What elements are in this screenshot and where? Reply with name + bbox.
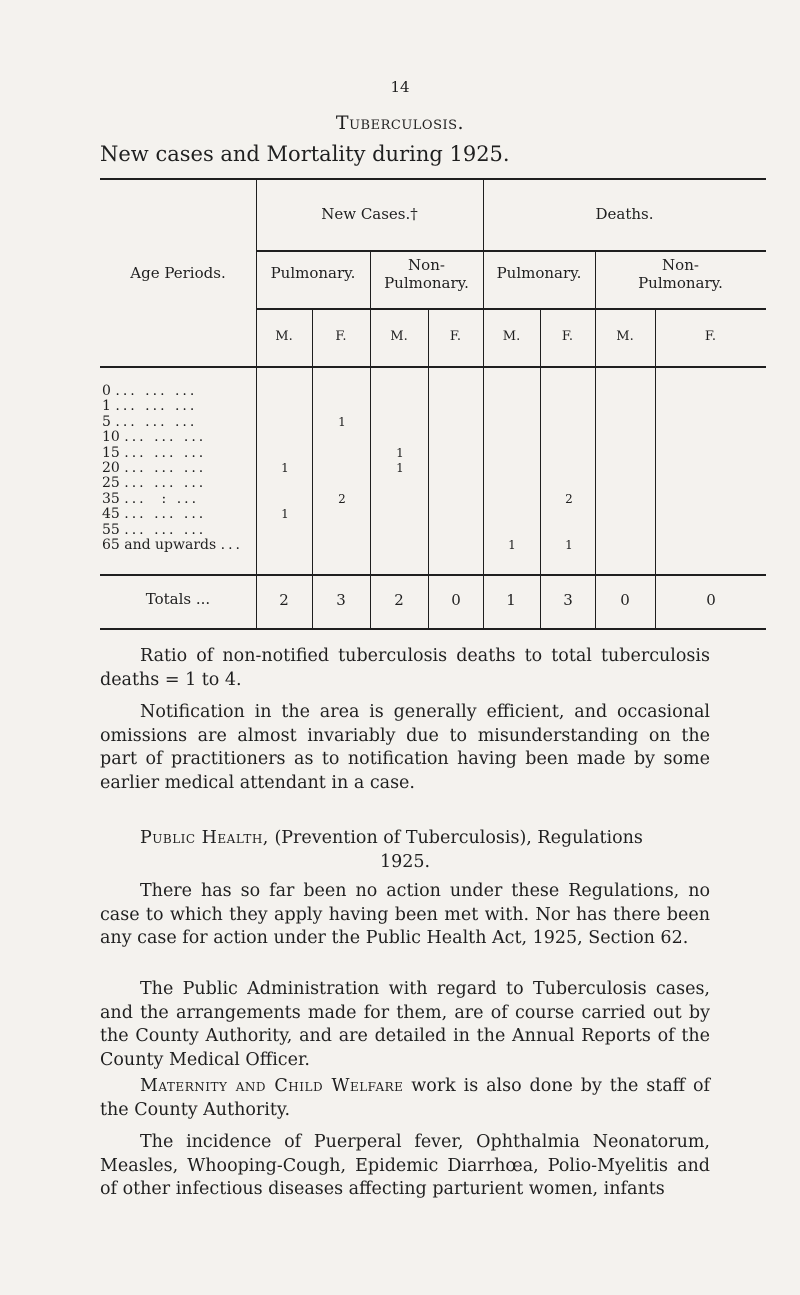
age-row: 55 ... ... ... (102, 521, 207, 538)
nc-nonpul-m-age-10: 1 (396, 461, 404, 475)
d-pul-f-age-45: 1 (565, 538, 573, 552)
d-pul-f-header: F. (561, 329, 574, 344)
d-pulmonary-header: Pulmonary. (496, 264, 582, 282)
nc-pul-f-age-1: 1 (338, 415, 346, 429)
page-number: 14 (390, 78, 410, 96)
totals-label: Totals ... (145, 590, 211, 608)
total-nc-pul-f: 3 (336, 591, 346, 609)
nc-non-label: Non- (408, 256, 445, 274)
maternity-heading: Maternity and Child Welfare (140, 1076, 404, 1096)
nc-pul-m-age-10: 1 (281, 461, 289, 475)
regulations-heading-smallcaps: Public Health, (140, 828, 269, 848)
nc-nonpul-f-header: F. (449, 329, 462, 344)
total-nc-nonpul-f: 0 (451, 591, 461, 609)
incidence-paragraph: The incidence of Puerperal fever, Ophthalmia Neonatorum, Measles, Whooping-Cough, Epidemic Diarrhœa, Polio-Myelitis and of other infectious diseases affecting parturient women, infants (100, 1132, 710, 1199)
vrule-c3 (428, 308, 429, 628)
d-non-pulmonary-header (595, 256, 766, 292)
age-row: 1 ... ... ... (102, 398, 198, 415)
regulations-heading (100, 827, 710, 851)
vrule-d-nonpul (595, 250, 596, 628)
regulations-heading-rest: (Prevention of Tuberculosis), Regulations (268, 828, 643, 848)
nc-pul-m-header: M. (275, 329, 293, 344)
age-period-list (100, 384, 250, 553)
d-pul-f-age-20: 2 (565, 492, 573, 506)
page-title: Tuberculosis. (335, 112, 465, 134)
vrule-nc-nonpul (370, 250, 371, 628)
age-row: 10 ... ... ... (102, 429, 207, 446)
total-nc-nonpul-m: 2 (394, 591, 404, 609)
age-row: 25 ... ... ... (102, 475, 207, 492)
new-cases-header: New Cases.† (321, 205, 418, 223)
totals-rule (100, 574, 766, 576)
table-subtitle: New cases and Mortality during 1925. (100, 142, 510, 166)
age-row: 45 ... ... ... (102, 506, 207, 523)
age-row: 65 and upwards ... (102, 536, 243, 553)
total-nc-pul-m: 2 (279, 591, 289, 609)
vrule-deaths (483, 178, 484, 628)
nc-pulmonary-label: Pulmonary. (384, 274, 469, 292)
d-pulmonary-label: Pulmonary. (638, 274, 723, 292)
d-nonpul-f-header: F. (704, 329, 717, 344)
age-row: 0 ... ... ... (102, 383, 198, 399)
nc-nonpul-m-age-5: 1 (396, 446, 404, 460)
vrule-c1 (312, 308, 313, 628)
table-top-rule (100, 178, 766, 180)
nc-pul-m-age-25: 1 (281, 507, 289, 521)
total-d-pul-m: 1 (506, 591, 516, 609)
d-pul-m-age-45: 1 (508, 538, 516, 552)
notification-paragraph: Notification in the area is generally efficient, and occasional omissions are almost invariably due to misunderstanding on the part of practitioners as to notification having been made by some earlier medical attendant in a case. (100, 702, 710, 793)
age-row: 20 ... ... ... (102, 459, 207, 476)
header-rule-1 (256, 250, 766, 252)
age-row: 35 ... : ... (102, 490, 200, 507)
nc-pul-f-age-20: 2 (338, 492, 346, 506)
nc-non-pulmonary-header (370, 256, 483, 292)
vrule-age (256, 178, 257, 628)
regulations-heading-year: 1925. (379, 852, 431, 872)
administration-paragraph: The Public Administration with regard to Tuberculosis cases, and the arrangements made for them, are of course carried out by the County Authority, and are detailed in the Annual Reports of the County Medical Officer. (100, 979, 710, 1070)
maternity-paragraph (100, 1075, 710, 1122)
age-periods-header: Age Periods. (130, 264, 226, 282)
total-d-pul-f: 3 (563, 591, 573, 609)
d-non-label: Non- (662, 256, 699, 274)
d-pul-m-header: M. (502, 329, 521, 344)
nc-pulmonary-header: Pulmonary. (270, 264, 356, 282)
vrule-c5 (540, 308, 541, 628)
ratio-paragraph: Ratio of non-notified tuberculosis deaths to total tuberculosis deaths = 1 to 4. (100, 646, 710, 690)
deaths-header: Deaths. (595, 205, 654, 223)
header-rule-3 (100, 366, 766, 368)
nc-nonpul-m-header: M. (390, 329, 408, 344)
nc-pul-f-header: F. (335, 329, 347, 344)
total-d-nonpul-m: 0 (620, 591, 630, 609)
d-nonpul-m-header: M. (616, 329, 634, 344)
header-rule-2 (256, 308, 766, 310)
vrule-c7 (655, 308, 656, 628)
total-d-nonpul-f: 0 (706, 591, 716, 609)
age-row: 5 ... ... ... (102, 413, 198, 430)
table-bottom-rule (100, 628, 766, 630)
tuberculosis-table (100, 178, 766, 630)
regulations-paragraph: There has so far been no action under these Regulations, no case to which they apply having been met with. Nor has there been any case for action under the Public Health Act, 1925, Section 62. (100, 881, 710, 948)
maternity-text: work is also done by the staff of the County Authority. (100, 1076, 710, 1120)
age-row: 15 ... ... ... (102, 444, 207, 461)
